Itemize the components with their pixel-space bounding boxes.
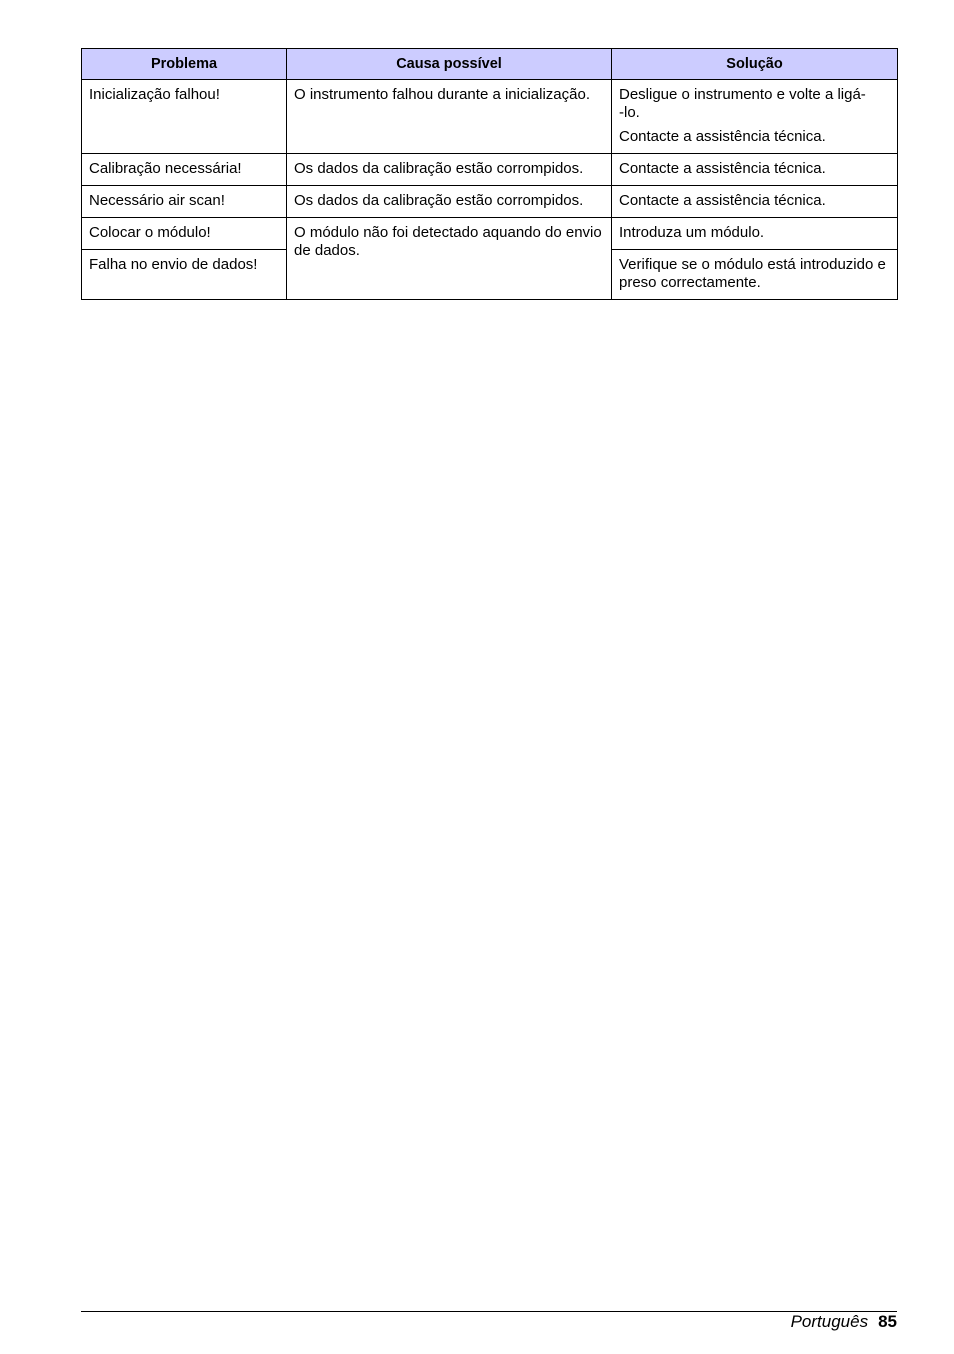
page-number: 85 [878, 1312, 897, 1331]
solution-text: Contacte a assistência técnica. [619, 128, 826, 145]
solution-cell [612, 186, 898, 218]
solution-text: Desligue o instrumento e volte a ligá- -lo. [619, 86, 866, 121]
page-footer [791, 1312, 897, 1332]
table-row [82, 186, 898, 218]
column-header-solution: Solução [612, 49, 898, 80]
column-header-problem: Problema [82, 49, 287, 80]
solution-text: Contacte a assistência técnica. [619, 160, 826, 177]
table-row [82, 80, 898, 154]
footer-divider [81, 1311, 897, 1312]
cause-cell: O módulo não foi detectado aquando do envio de dados. [287, 218, 612, 300]
table-header-row [82, 49, 898, 80]
problem-cell: Falha no envio de dados! [82, 250, 287, 300]
solution-cell [612, 218, 898, 250]
troubleshooting-table [81, 48, 898, 300]
cause-cell: Os dados da calibração estão corrompidos. [287, 186, 612, 218]
solution-text: Contacte a assistência técnica. [619, 192, 826, 209]
column-header-cause: Causa possível [287, 49, 612, 80]
problem-cell: Inicialização falhou! [82, 80, 287, 154]
footer-language: Português [790, 1312, 869, 1331]
solution-text: Introduza um módulo. [619, 224, 765, 241]
solution-cell [612, 250, 898, 300]
cause-cell: O instrumento falhou durante a inicialização. [287, 80, 612, 154]
solution-cell [612, 154, 898, 186]
problem-cell: Colocar o módulo! [82, 218, 287, 250]
problem-cell: Calibração necessária! [82, 154, 287, 186]
problem-cell: Necessário air scan! [82, 186, 287, 218]
solution-cell [612, 80, 898, 154]
solution-text: Verifique se o módulo está introduzido e preso correctamente. [619, 256, 886, 291]
table-row [82, 218, 898, 250]
cause-cell: Os dados da calibração estão corrompidos. [287, 154, 612, 186]
table-row [82, 154, 898, 186]
